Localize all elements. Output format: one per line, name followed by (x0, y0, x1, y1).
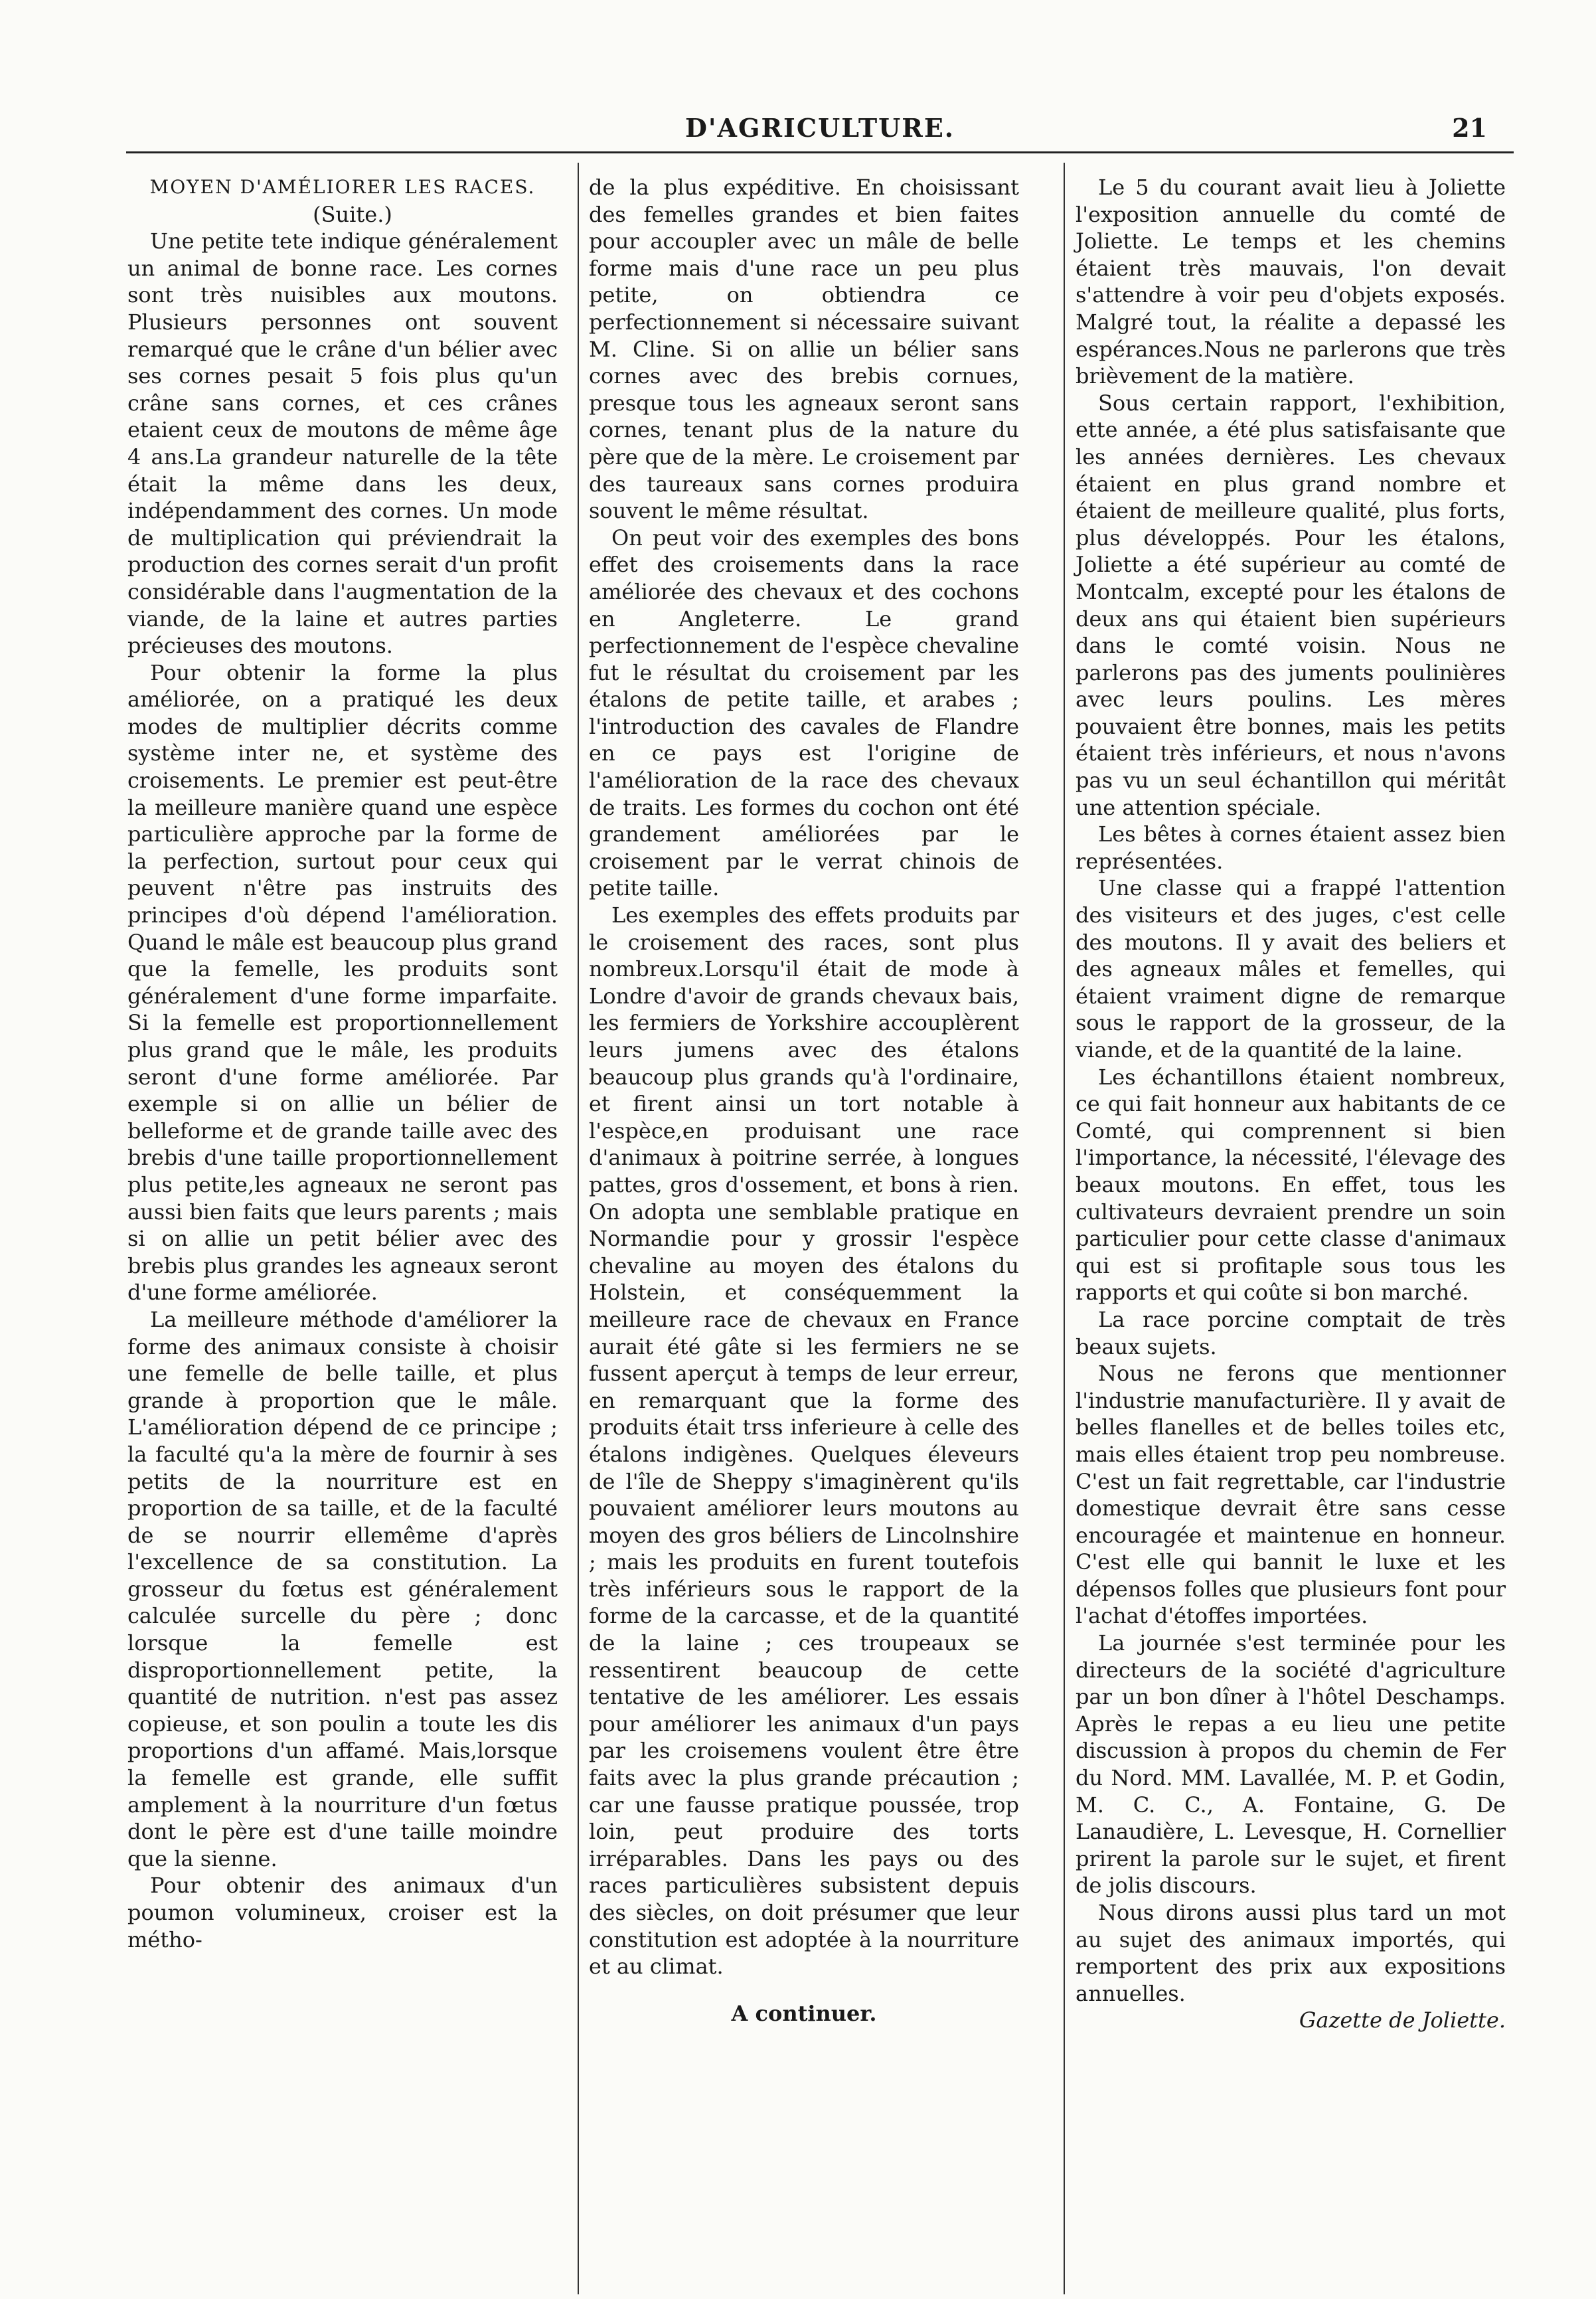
column-rule-1 (578, 163, 579, 2294)
continued-note: A continuer. (731, 2000, 877, 2026)
paragraph: Nous dirons aussi plus tard un mot au sujet des animaux importés, qui remportent des prix aux expositions annuelles. (1076, 1900, 1506, 2006)
column-1 (127, 174, 558, 1953)
article-title: MOYEN D'AMÉLIORER LES RACES. (149, 176, 536, 198)
paragraph: La race porcine comptait de très beaux sujets. (1076, 1306, 1506, 1359)
paragraph: Une classe qui a frappé l'attention des visiteurs et des juges, c'est celle des moutons. Il y avait des beliers et des agneaux mâles et femelles, qui étaient vraiment digne de remarque sous le rapport de la grosseur, de la viande, et de la quantité de la laine. (1076, 875, 1506, 1063)
paragraph: Une petite tete indique généralement un animal de bonne race. Les cornes sont très nuisibles aux moutons. Plusieurs personnes ont souvent remarqué que le crâne d'un bélier avec ses cornes pesait 5 fois plus qu'un crâne sans cornes, et ces crânes etaient ceux de moutons de même âge 4 ans.La grandeur naturelle de la tête était la même dans les deux, indépendamment des cornes. Un mode de multiplication qui préviendrait la production des cornes serait d'un profit considérable dans l'augmentation de la viande, de la laine et autres parties précieuses des moutons. (127, 228, 558, 659)
paragraph: La journée s'est terminée pour les directeurs de la société d'agriculture par un bon dîner à l'hôtel Deschamps. Après le repas a eu lieu une petite discussion à propos du chemin de Fer du Nord. MM. Lavallée, M. P. et Godin, M. C. C., A. Fontaine, G. De Lanaudière, L. Levesque, H. Cornellier prirent la parole sur le sujet, et firent de jolis discours. (1076, 1630, 1506, 1899)
paragraph: On peut voir des exemples des bons effet des croisements dans la race améliorée des chevaux et des cochons en Angleterre. Le grand perfectionnement de l'espèce chevaline fut le résultat du croisement par les étalons de petite taille, et arabes ; l'introduction des cavales de Flandre en ce pays est l'origine de l'amélioration de la race des chevaux de traits. Les formes du cochon ont été grandement améliorées par le croisement par le verrat chinois de petite taille. (589, 525, 1019, 901)
paragraph: Les échantillons étaient nombreux, ce qui fait honneur aux habitants de ce Comté, qui comprennent si bien l'importance, la nécessité, l'élevage des beaux moutons. En effet, tous les cultivateurs devraient prendre un soin particulier pour cette classe d'animaux qui est si profitaple sous tous les rapports et qui coûte si bon marché. (1076, 1064, 1506, 1306)
paragraph: Le 5 du courant avait lieu à Joliette l'exposition annuelle du comté de Joliette. Le temps et les chemins étaient très mauvais, l'on devait s'attendre à voir peu d'objets exposés. Malgré tout, la réalite a depassé les espérances.Nous ne parlerons que très brièvement de la matière. (1076, 175, 1506, 389)
column-rule-2 (1064, 163, 1065, 2294)
paragraph: La meilleure méthode d'améliorer la forme des animaux consiste à choisir une femelle de belle taille, et plus grande à proportion que le mâle. L'amélioration dépend de ce principe ; la faculté qu'a la mère de fournir à ses petits de la nourriture est en proportion de sa taille, et de la faculté de se nourrir ellemême d'après l'excellence de sa constitution. La grosseur du fœtus est généralement calculée surcelle du père ; donc lorsque la femelle est disproportionnellement petite, la quantité de nutrition. n'est pas assez copieuse, et son poulin a toute les dis proportions d'un affamé. Mais,lorsque la femelle est grande, elle suffit amplement à la nourriture d'un fœtus dont le père est d'une taille moindre que la sienne. (127, 1306, 558, 1871)
paragraph: Les exemples des effets produits par le croisement des races, sont plus nombreux.Lorsqu'il était de mode à Londre d'avoir de grands chevaux bais, les fermiers de Yorkshire accouplèrent leurs jumens avec des étalons beaucoup plus grands qu'à l'ordinaire, et firent ainsi un tort notable à l'espèce,en produisant une race d'animaux à poitrine serrée, à longues pattes, gros d'ossement, et bons à rien. On adopta une semblable pratique en Normandie pour y grossir l'espèce chevaline au moyen des étalons du Holstein, et conséquemment la meilleure race de chevaux en France aurait été gâte si les fermiers ne se fussent aperçut à temps de leur erreur, en remarquant que la forme des produits était trss inferieure à celle des étalons indigènes. Quelques éleveurs de l'île de Sheppy s'imaginèrent qu'ils pouvaient améliorer leurs moutons au moyen des gros béliers de Lincolnshire ; mais les produits en furent toutefois très inférieurs sous le rapport de la forme de la carcasse, et de la quantité de la laine ; ces troupeaux se ressentirent beaucoup de cette tentative de les améliorer. Les essais pour améliorer les animaux d'un pays par les croisemens voulent être être faits avec la plus grande précaution ; car une fausse pratique poussée, trop loin, peut produire des torts irréparables. Dans les pays ou des races particulières subsistent depuis des siècles, on doit présumer que leur constitution est adoptée à la nourriture et au climat. (589, 902, 1019, 1980)
page-header (126, 113, 1514, 153)
source-signature: Gazette de Joliette. (1299, 2007, 1506, 2033)
paragraph: de la plus expéditive. En choisissant des femelles grandes et bien faites pour accoupler avec un mâle de belle forme mais d'une race un peu plus petite, on obtiendra ce perfectionnement si nécessaire suivant M. Cline. Si on allie un bélier sans cornes avec des brebis cornues, presque tous les agneaux seront sans cornes, tenant plus de la nature du père que de la mère. Le croisement par des taureaux sans cornes produira souvent le même résultat. (589, 175, 1019, 524)
header-rule (126, 151, 1514, 153)
paragraph: Nous ne ferons que mentionner l'industrie manufacturière. Il y avait de belles flanelles et de belles toiles etc, mais elles étaient trop peu nombreuse. C'est un fait regrettable, car l'industrie domestique devrait être sans cesse encouragée et maintenue en honneur. C'est elle qui bannit le luxe et les dépensos folles que plusieurs font pour l'achat d'étoffes importées. (1076, 1361, 1506, 1629)
paragraph: Sous certain rapport, l'exhibition, ette année, a été plus satisfaisante que les années dernières. Les chevaux étaient en plus grand nombre et étaient de meilleure qualité, plus forts, plus développés. Pour les étalons, Joliette a été supérieur au comté de Montcalm, excepté pour les étalons de deux ans qui étaient bien supérieurs dans le comté voisin. Nous ne parlerons pas des juments poulinières avec leurs poulins. Les mères pouvaient être bonnes, mais les petits étaient très inférieurs, et nous n'avons pas vu un seul échantillon qui méritât une attention spéciale. (1076, 390, 1506, 820)
column-3 (1076, 174, 1506, 2034)
running-title: D'AGRICULTURE. (684, 113, 955, 143)
page-number: 21 (1452, 113, 1487, 143)
paragraph: Les bêtes à cornes étaient assez bien représentées. (1076, 821, 1506, 874)
paragraph: Pour obtenir des animaux d'un poumon volumineux, croiser est la métho- (127, 1873, 558, 1952)
paragraph: Pour obtenir la forme la plus améliorée, on a pratiqué les deux modes de multiplier décrits comme système inter ne, et système des croisements. Le premier est peut-être la meilleure manière quand une espèce particulière approche par la forme de la perfection, surtout pour ceux qui peuvent n'être pas instruits des principes d'où dépend l'amélioration. Quand le mâle est beaucoup plus grand que la femelle, les produits sont généralement d'une forme imparfaite. Si la femelle est proportionnellement plus grand que le mâle, les produits seront d'une forme améliorée. Par exemple si on allie un bélier de belleforme et de grande taille avec des brebis d'une taille proportionnellement plus petite,les agneaux ne seront pas aussi bien faits que leurs parents ; mais si on allie un petit bélier avec des brebis plus grandes les agneaux seront d'une forme améliorée. (127, 659, 558, 1306)
article-subtitle: (Suite.) (313, 201, 392, 227)
column-2 (589, 174, 1019, 2027)
